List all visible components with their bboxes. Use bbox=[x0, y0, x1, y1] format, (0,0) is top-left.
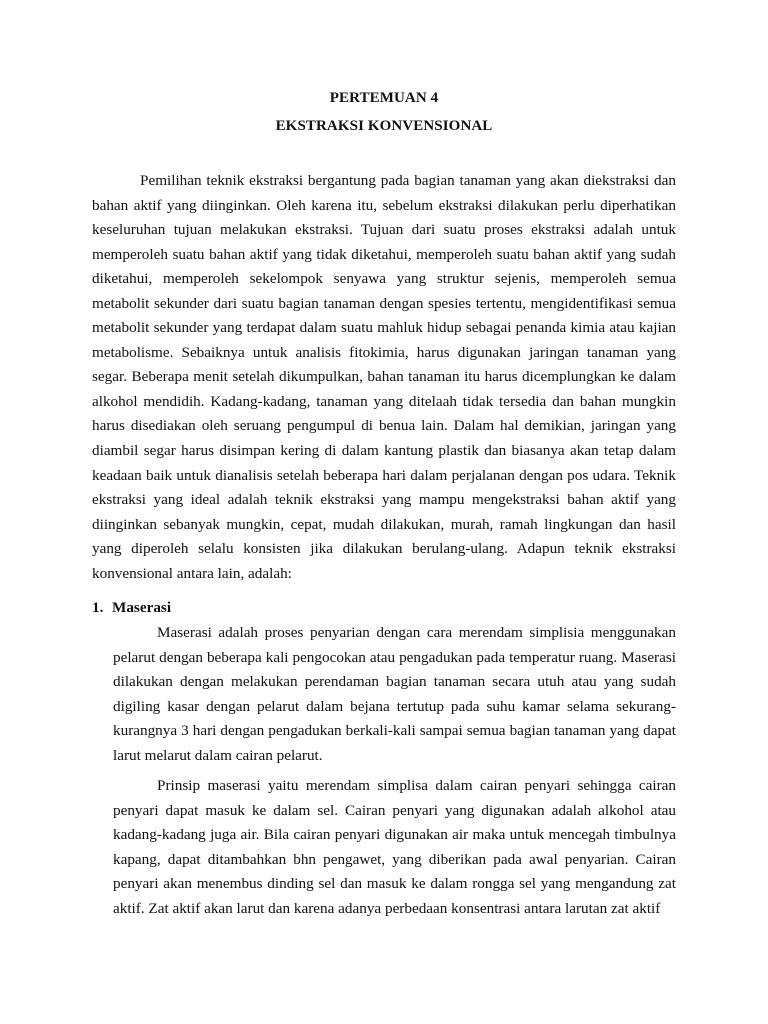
document-title-line1: PERTEMUAN 4 bbox=[329, 90, 439, 106]
document-title-line2: EKSTRAKSI KONVENSIONAL bbox=[275, 118, 493, 134]
maserasi-paragraph-1: Maserasi adalah proses penyarian dengan cara merendam simplisia menggunakan pelarut dengan beberapa kali pengocokan atau pengadukan pada temperatur ruang. Maserasi dilakukan dengan melakukan perendaman bagian tanaman secara utuh atau yang sudah digiling kasar dengan pelarut dalam bejana tertutup pada suhu kamar selama sekurang-kurangnya 3 hari dengan pengadukan berkali-kali sampai semua bagian tanaman yang dapat larut melarut dalam cairan pelarut. bbox=[113, 624, 676, 764]
section-heading-maserasi bbox=[92, 596, 171, 620]
intro-paragraph: Pemilihan teknik ekstraksi bergantung pada bagian tanaman yang akan diekstraksi dan bahan aktif yang diinginkan. Oleh karena itu, sebelum ekstraksi dilakukan perlu diperhatikan keseluruhan tujuan melakukan ekstraksi. Tujuan dari suatu proses ekstraksi adalah untuk memperoleh suatu bahan aktif yang tidak diketahui, memperoleh suatu bahan aktif yang sudah diketahui, memperoleh sekelompok senyawa yang struktur sejenis, memperoleh semua metabolit sekunder dari suatu bagian tanaman dengan spesies tertentu, mengidentifikasi semua metabolit sekunder yang terdapat dalam suatu mahluk hidup sebagai penanda kimia atau kajian metabolisme. Sebaiknya untuk analisis fitokimia, harus digunakan jaringan tanaman yang segar. Beberapa menit setelah dikumpulkan, bahan tanaman itu harus dicemplungkan ke dalam alkohol mendidih. Kadang-kadang, tanaman yang ditelaah tidak tersedia dan bahan mungkin harus disediakan oleh seruang pengumpul di benua lain. Dalam hal demikian, jaringan yang diambil segar harus disimpan kering di dalam kantung plastik dan biasanya akan tetap dalam keadaan baik untuk dianalisis setelah beberapa hari dalam perjalanan dengan pos udara. Teknik ekstraksi yang ideal adalah teknik ekstraksi yang mampu mengekstraksi bahan aktif yang diinginkan sebanyak mungkin, cepat, mudah dilakukan, murah, ramah lingkungan dan hasil yang diperoleh selalu konsisten jika dilakukan berulang-ulang. Adapun teknik ekstraksi konvensional antara lain, adalah: bbox=[92, 172, 676, 582]
maserasi-paragraph-2: Prinsip maserasi yaitu merendam simplisa dalam cairan penyari sehingga cairan penyari dapat masuk ke dalam sel. Cairan penyari yang digunakan adalah alkohol atau kadang-kadang juga air. Bila cairan penyari digunakan air maka untuk mencegah timbulnya kapang, dapat ditambahkan bhn pengawet, yang diberikan pada awal penyarian. Cairan penyari akan menembus dinding sel dan masuk ke dalam rongga sel yang mengandung zat aktif. Zat aktif akan larut dan karena adanya perbedaan konsentrasi antara larutan zat aktif bbox=[113, 777, 676, 917]
section-number: 1. bbox=[92, 599, 104, 616]
section-heading-text: Maserasi bbox=[112, 599, 172, 616]
